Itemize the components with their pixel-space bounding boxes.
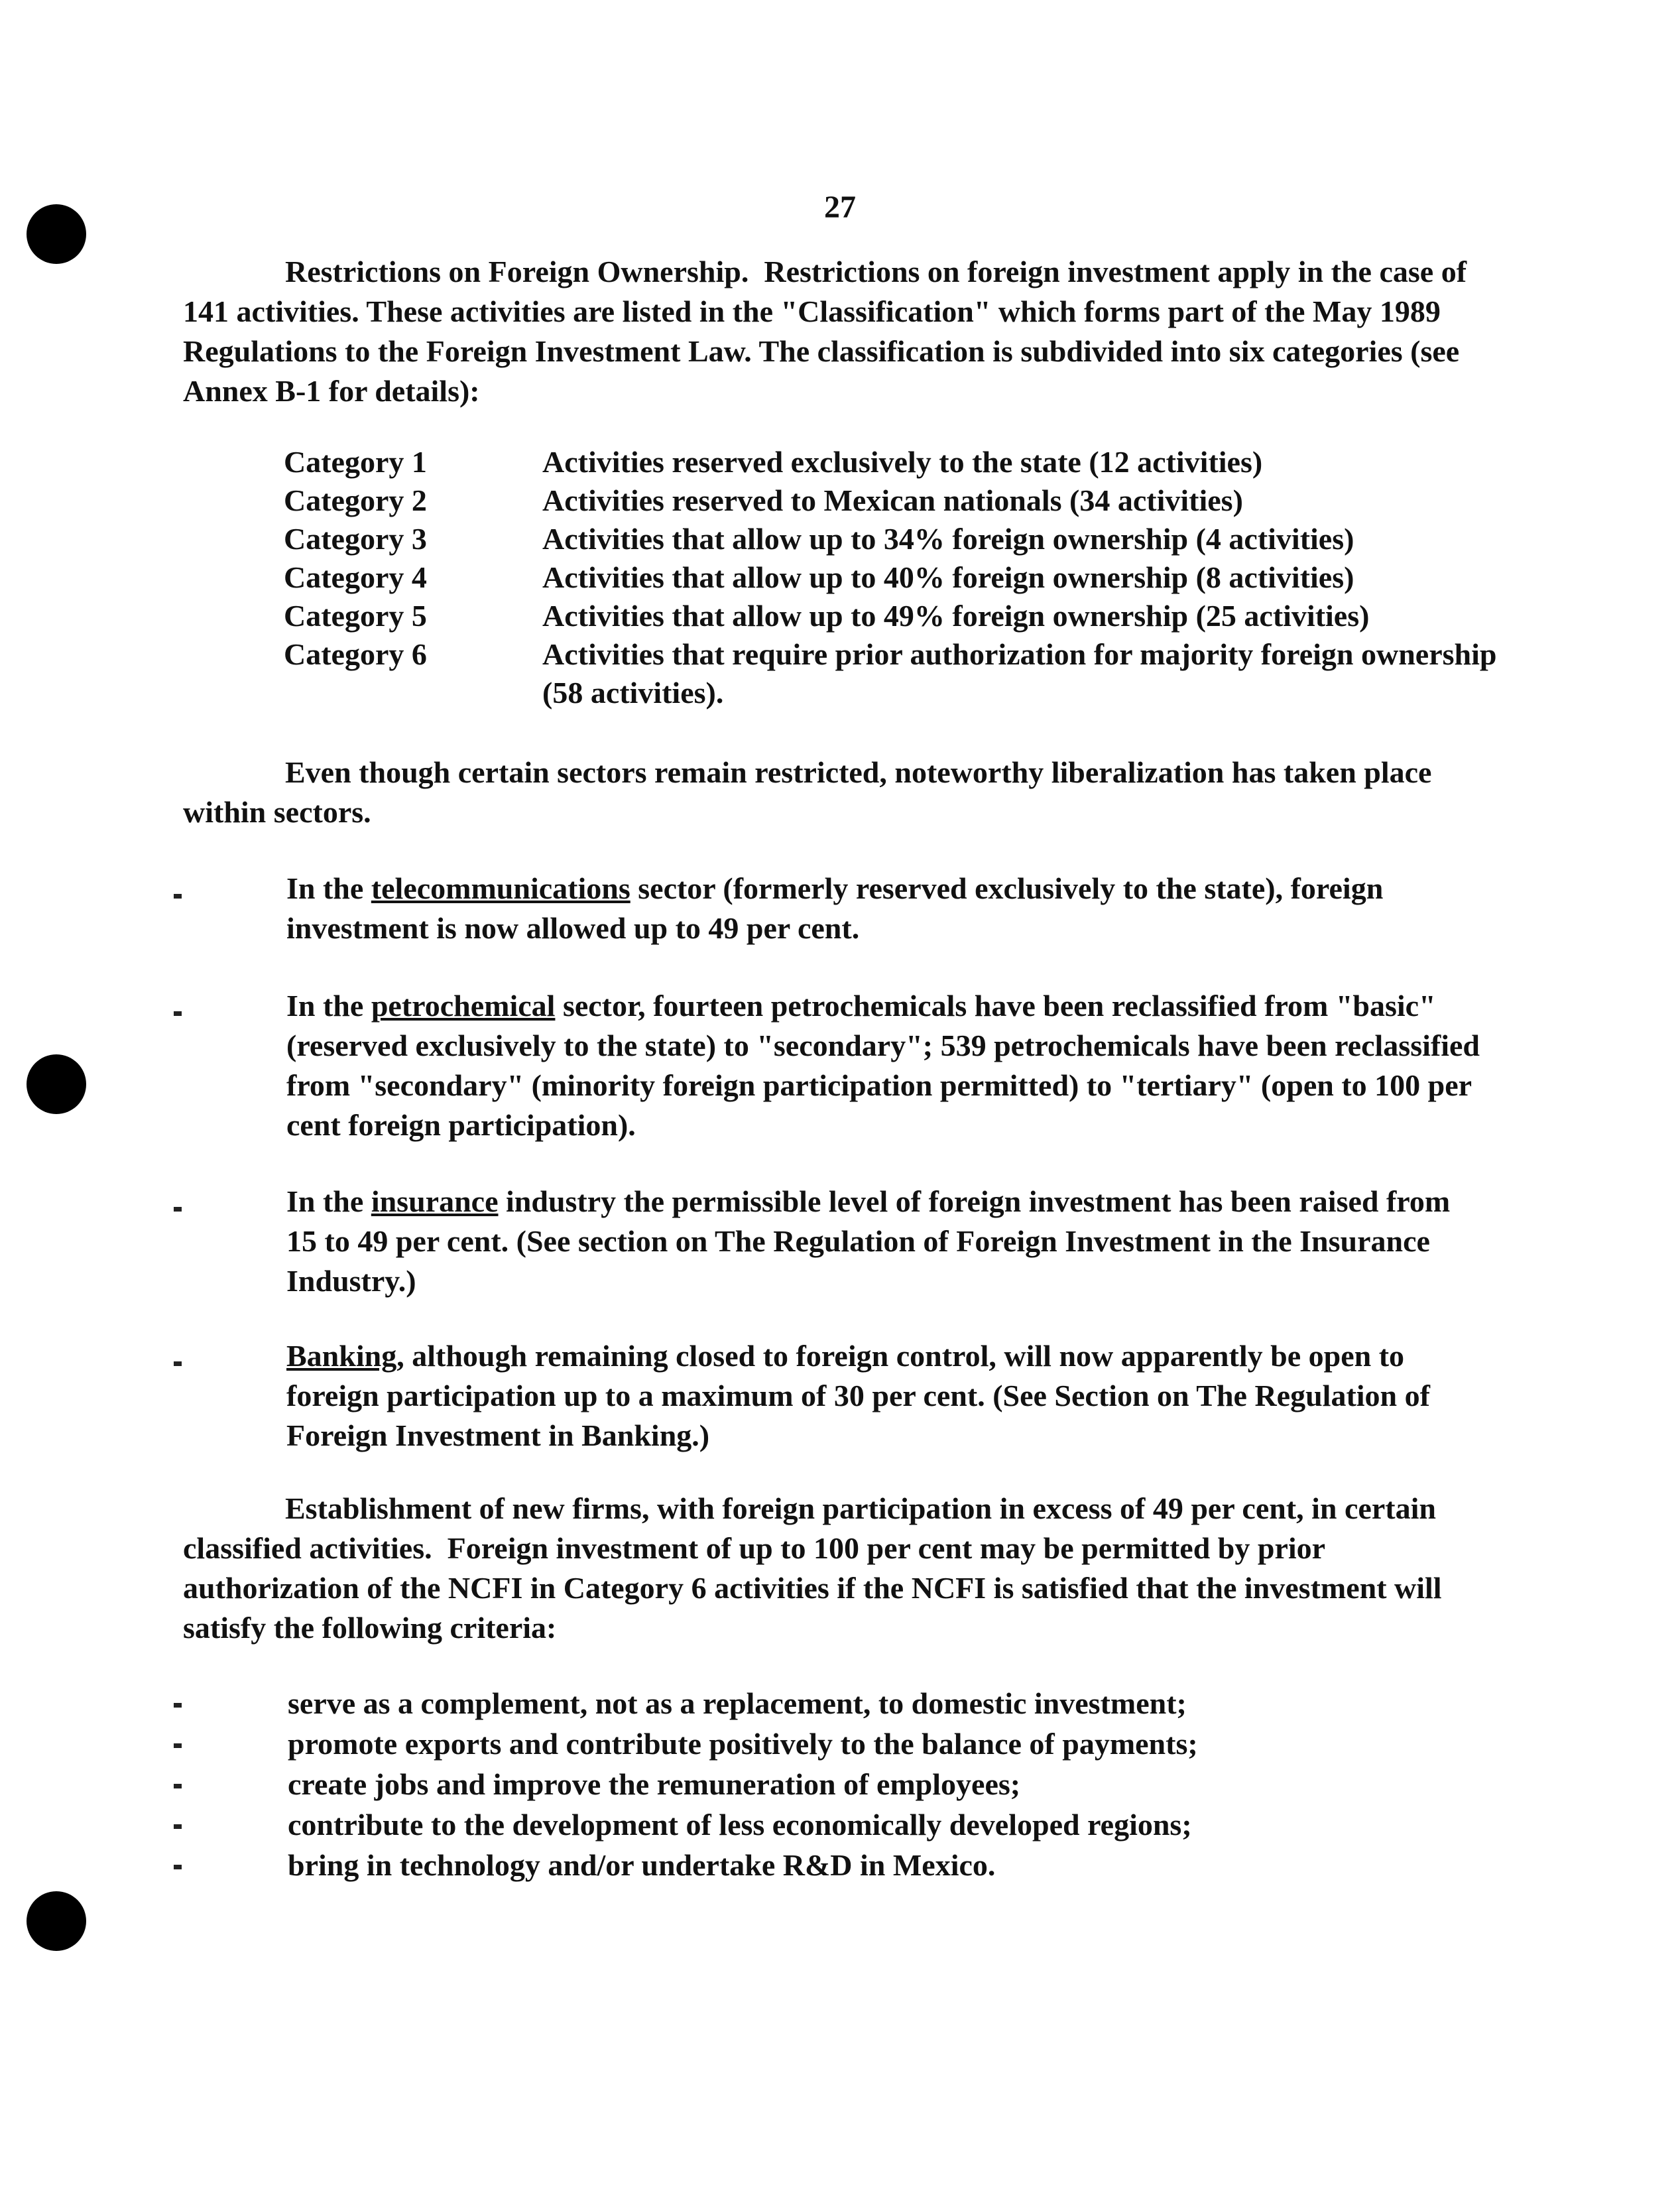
establishment-heading: Establishment of new firms, with foreign participation in excess of 49 per cent, in certain classified activities. [183, 1491, 1436, 1565]
sector-term: petrochemical [371, 989, 556, 1023]
list-item [174, 1723, 1486, 1764]
category-label: Category 5 [284, 599, 427, 633]
category-row [284, 481, 1497, 520]
category-description: Activities reserved to Mexican nationals (34 activities) [542, 483, 1243, 517]
category-label: Category 2 [284, 483, 427, 517]
criteria-text: serve as a complement, not as a replacement, to domestic investment; [288, 1686, 1187, 1720]
bullet-dash [174, 1865, 182, 1869]
sector-item-petrochemical [286, 986, 1486, 1145]
category-label: Category 1 [284, 445, 427, 479]
sector-text: sector, fourteen petrochemicals have been reclassified from "basic" (reserved exclusively to the state) to "secondary"; 539 petrochemicals have been reclassified from "secondary" (minority foreign participation permitted) to "tertiary" (open to 100 per cent foreign participation). [286, 989, 1480, 1142]
sector-term: Banking [286, 1339, 397, 1373]
category-row [284, 558, 1497, 597]
sector-item-banking [286, 1336, 1486, 1456]
bullet-dash [174, 1361, 182, 1366]
intro-paragraph [183, 252, 1482, 411]
sector-text: industry the permissible level of foreign investment has been raised from 15 to 49 per cent. (See section on The Regulation of Foreign Investment in the Insurance Industry.) [286, 1184, 1451, 1298]
bullet-dash [174, 1703, 182, 1708]
bullet-dash [174, 1824, 182, 1829]
sector-text: In the [286, 989, 371, 1023]
punch-hole-middle [27, 1054, 86, 1114]
category-row [284, 635, 1497, 712]
category-table [284, 443, 1497, 712]
category-label: Category 6 [284, 637, 427, 671]
criteria-text: bring in technology and/or undertake R&D in Mexico. [288, 1848, 996, 1882]
category-description: Activities that allow up to 34% foreign ownership (4 activities) [542, 522, 1354, 556]
criteria-text: promote exports and contribute positively to the balance of payments; [288, 1727, 1198, 1761]
liberalization-text: Even though certain sectors remain restricted, noteworthy liberalization has taken place within sectors. [183, 755, 1432, 829]
list-item [174, 1683, 1486, 1723]
list-item [174, 1804, 1486, 1845]
sector-term: insurance [371, 1184, 499, 1218]
sector-item-telecommunications [286, 869, 1486, 948]
sector-text: , although remaining closed to foreign control, will now apparently be open to foreign participation up to a maximum of 30 per cent. (See Section on The Regulation of Foreign Investment in Banking.) [286, 1339, 1430, 1452]
category-row [284, 520, 1497, 558]
sector-term: telecommunications [371, 871, 630, 905]
category-row [284, 597, 1497, 635]
sector-text: sector (formerly reserved exclusively to the state), foreign investment is now allowed up to 49 per cent. [286, 871, 1384, 945]
establishment-paragraph [183, 1489, 1482, 1648]
punch-hole-bottom [27, 1891, 86, 1951]
category-label: Category 3 [284, 522, 427, 556]
intro-text: Restrictions on foreign investment apply in the case of 141 activities. These activities are listed in the "Classification" which forms part of the May 1989 Regulations to the Foreign Investment Law. The classification is subdivided into six categories (see Annex B-1 for details): [183, 255, 1467, 408]
category-description: Activities that allow up to 49% foreign ownership (25 activities) [542, 599, 1370, 633]
sector-text: In the [286, 871, 371, 905]
bullet-dash [174, 1743, 182, 1748]
list-item [174, 1764, 1486, 1804]
bullet-dash [174, 1784, 182, 1788]
liberalization-paragraph [183, 753, 1482, 832]
page-number: 27 [824, 190, 856, 225]
list-item [174, 1845, 1486, 1885]
category-label: Category 4 [284, 560, 427, 594]
criteria-text: contribute to the development of less economically developed regions; [288, 1808, 1192, 1842]
bullet-dash [174, 1207, 182, 1212]
category-description: Activities that allow up to 40% foreign ownership (8 activities) [542, 560, 1354, 594]
bullet-dash [174, 894, 182, 899]
category-description: Activities reserved exclusively to the state (12 activities) [542, 445, 1263, 479]
intro-heading: Restrictions on Foreign Ownership. [285, 255, 749, 288]
bullet-dash [174, 1011, 182, 1016]
category-description: Activities that require prior authorization for majority foreign ownership (58 activities). [542, 637, 1497, 710]
sector-item-insurance [286, 1182, 1486, 1301]
criteria-list [174, 1683, 1486, 1885]
criteria-text: create jobs and improve the remuneration of employees; [288, 1767, 1021, 1801]
establishment-text: Foreign investment of up to 100 per cent may be permitted by prior authorization of the NCFI in Category 6 activities if the NCFI is satisfied that the investment will satisfy the following criteria: [183, 1531, 1442, 1645]
category-row [284, 443, 1497, 481]
sector-text: In the [286, 1184, 371, 1218]
